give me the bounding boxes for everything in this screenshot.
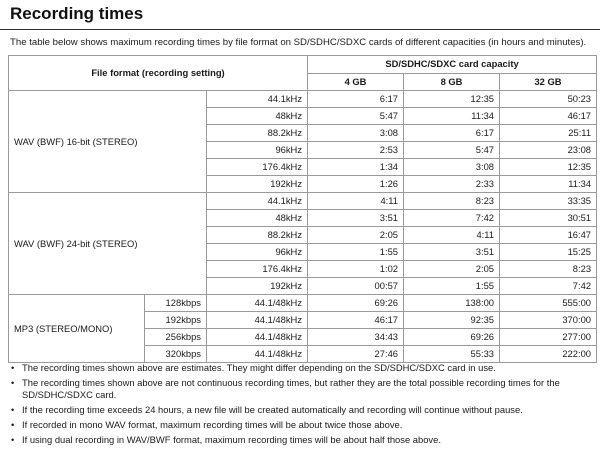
list-item xyxy=(8,404,596,416)
note-text: If recorded in mono WAV format, maximum recording times will be about twice those above. xyxy=(22,419,403,430)
time-32gb-cell: 23:08 xyxy=(500,142,597,159)
time-4gb-cell: 1:34 xyxy=(308,159,404,176)
table-row xyxy=(9,91,597,108)
capacity-32gb-header: 32 GB xyxy=(500,73,597,91)
time-8gb-cell: 6:17 xyxy=(404,125,500,142)
note-text: The recording times shown above are estimates. They might differ depending on the SD/SDHC/SDXC card in use. xyxy=(22,362,496,373)
time-8gb-cell: 3:51 xyxy=(404,244,500,261)
time-4gb-cell: 2:53 xyxy=(308,142,404,159)
time-8gb-cell: 2:05 xyxy=(404,261,500,278)
time-8gb-cell: 92:35 xyxy=(404,312,500,329)
time-4gb-cell: 4:11 xyxy=(308,193,404,210)
time-4gb-cell: 00:57 xyxy=(308,278,404,295)
time-8gb-cell: 8:23 xyxy=(404,193,500,210)
page-title: Recording times xyxy=(10,4,144,23)
time-32gb-cell: 16:47 xyxy=(500,227,597,244)
bullet-icon: • xyxy=(11,434,15,445)
time-4gb-cell: 2:05 xyxy=(308,227,404,244)
bitrate-cell: 128kbps xyxy=(145,295,207,312)
time-4gb-cell: 5:47 xyxy=(308,108,404,125)
time-32gb-cell: 12:35 xyxy=(500,159,597,176)
time-32gb-cell: 222:00 xyxy=(500,346,597,363)
time-4gb-cell: 1:26 xyxy=(308,176,404,193)
time-4gb-cell: 3:51 xyxy=(308,210,404,227)
time-4gb-cell: 3:08 xyxy=(308,125,404,142)
sample-rate-cell: 96kHz xyxy=(207,142,308,159)
sample-rate-cell: 88.2kHz xyxy=(207,227,308,244)
time-4gb-cell: 69:26 xyxy=(308,295,404,312)
time-8gb-cell: 1:55 xyxy=(404,278,500,295)
bullet-icon: • xyxy=(11,362,15,373)
time-32gb-cell: 11:34 xyxy=(500,176,597,193)
recording-times-table xyxy=(8,55,597,363)
sample-rate-cell: 176.4kHz xyxy=(207,261,308,278)
list-item xyxy=(8,377,596,401)
time-32gb-cell: 33:35 xyxy=(500,193,597,210)
sample-rate-cell: 88.2kHz xyxy=(207,125,308,142)
time-8gb-cell: 55:33 xyxy=(404,346,500,363)
bitrate-cell: 256kbps xyxy=(145,329,207,346)
bullet-icon: • xyxy=(11,377,15,388)
time-4gb-cell: 34:43 xyxy=(308,329,404,346)
bitrate-cell: 320kbps xyxy=(145,346,207,363)
table-row xyxy=(9,295,597,312)
time-8gb-cell: 5:47 xyxy=(404,142,500,159)
sample-rate-cell: 96kHz xyxy=(207,244,308,261)
note-text: The recording times shown above are not continuous recording times, but rather they are the total possible recording times for the SD/SDHC/SDXC card. xyxy=(22,377,560,400)
time-4gb-cell: 1:55 xyxy=(308,244,404,261)
sample-rate-cell: 44.1/48kHz xyxy=(207,312,308,329)
time-4gb-cell: 27:46 xyxy=(308,346,404,363)
time-8gb-cell: 12:35 xyxy=(404,91,500,108)
capacity-8gb-header: 8 GB xyxy=(404,73,500,91)
time-32gb-cell: 7:42 xyxy=(500,278,597,295)
time-4gb-cell: 6:17 xyxy=(308,91,404,108)
time-32gb-cell: 8:23 xyxy=(500,261,597,278)
time-8gb-cell: 69:26 xyxy=(404,329,500,346)
capacity-4gb-header: 4 GB xyxy=(308,73,404,91)
time-32gb-cell: 555:00 xyxy=(500,295,597,312)
time-8gb-cell: 3:08 xyxy=(404,159,500,176)
format-header: File format (recording setting) xyxy=(9,56,308,91)
sample-rate-cell: 192kHz xyxy=(207,176,308,193)
time-32gb-cell: 25:11 xyxy=(500,125,597,142)
time-32gb-cell: 370:00 xyxy=(500,312,597,329)
note-text: If the recording time exceeds 24 hours, a new file will be created automatically and recording will continue without pause. xyxy=(22,404,523,415)
sample-rate-cell: 176.4kHz xyxy=(207,159,308,176)
notes-list xyxy=(8,362,596,449)
time-32gb-cell: 46:17 xyxy=(500,108,597,125)
sample-rate-cell: 192kHz xyxy=(207,278,308,295)
sample-rate-cell: 48kHz xyxy=(207,210,308,227)
time-32gb-cell: 15:25 xyxy=(500,244,597,261)
list-item xyxy=(8,419,596,431)
list-item xyxy=(8,434,596,446)
capacity-header: SD/SDHC/SDXC card capacity xyxy=(308,56,597,74)
time-32gb-cell: 277:00 xyxy=(500,329,597,346)
time-8gb-cell: 11:34 xyxy=(404,108,500,125)
wav16-group-label: WAV (BWF) 16-bit (STEREO) xyxy=(9,91,207,193)
table-row xyxy=(9,193,597,210)
mp3-group-label: MP3 (STEREO/MONO) xyxy=(9,295,145,363)
sample-rate-cell: 48kHz xyxy=(207,108,308,125)
time-8gb-cell: 4:11 xyxy=(404,227,500,244)
time-8gb-cell: 7:42 xyxy=(404,210,500,227)
sample-rate-cell: 44.1/48kHz xyxy=(207,346,308,363)
header-row-1 xyxy=(9,56,597,74)
wav24-group-label: WAV (BWF) 24-bit (STEREO) xyxy=(9,193,207,295)
bullet-icon: • xyxy=(11,419,15,430)
sample-rate-cell: 44.1kHz xyxy=(207,193,308,210)
bitrate-cell: 192kbps xyxy=(145,312,207,329)
title-divider xyxy=(0,29,600,30)
sample-rate-cell: 44.1kHz xyxy=(207,91,308,108)
list-item xyxy=(8,362,596,374)
time-8gb-cell: 138:00 xyxy=(404,295,500,312)
sample-rate-cell: 44.1/48kHz xyxy=(207,295,308,312)
note-text: If using dual recording in WAV/BWF format, maximum recording times will be about half those above. xyxy=(22,434,441,445)
time-32gb-cell: 30:51 xyxy=(500,210,597,227)
time-8gb-cell: 2:33 xyxy=(404,176,500,193)
intro-text: The table below shows maximum recording times by file format on SD/SDHC/SDXC cards of different capacities (in hours and minutes). xyxy=(10,37,587,48)
time-4gb-cell: 1:02 xyxy=(308,261,404,278)
time-32gb-cell: 50:23 xyxy=(500,91,597,108)
bullet-icon: • xyxy=(11,404,15,415)
sample-rate-cell: 44.1/48kHz xyxy=(207,329,308,346)
time-4gb-cell: 46:17 xyxy=(308,312,404,329)
